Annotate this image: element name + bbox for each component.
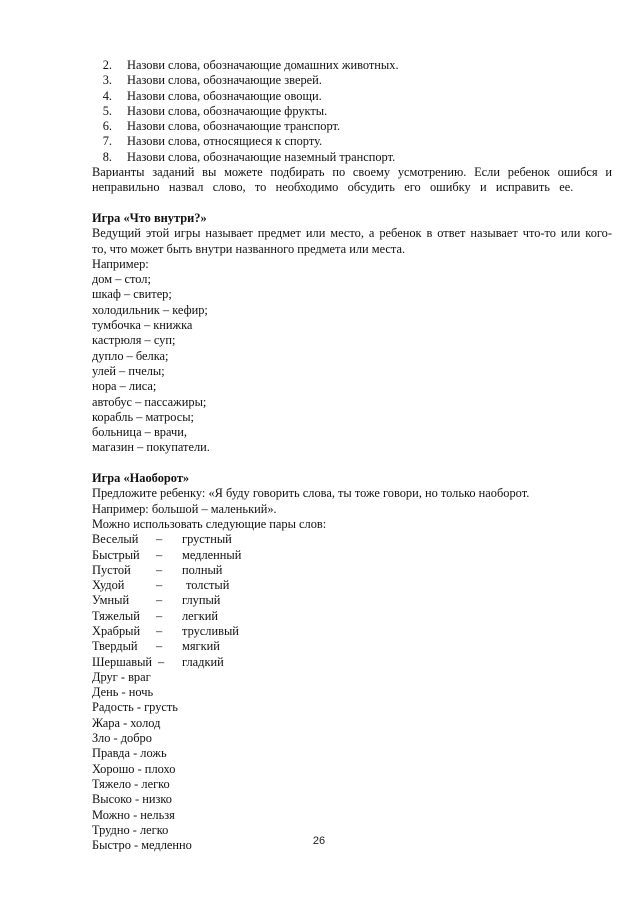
spacer xyxy=(92,456,612,471)
list-item: автобус – пассажиры; xyxy=(92,394,207,409)
table-row xyxy=(92,639,612,654)
list-item: дом – стол; xyxy=(92,272,151,287)
list-item xyxy=(92,134,612,149)
pair-opposite: гладкий xyxy=(182,654,224,669)
word-pairs-list xyxy=(92,670,612,854)
list-item: магазин – покупатели. xyxy=(92,440,210,455)
list-item: Трудно - легко xyxy=(92,822,169,837)
pair-word: Пустой xyxy=(92,562,131,577)
table-row xyxy=(92,548,612,563)
table-row xyxy=(92,609,612,624)
game1-intro-line-1: Ведущий этой игры называет предмет или место, а ребенок в ответ называет что-то или кого- xyxy=(92,226,612,241)
antonym-pairs-table xyxy=(92,532,612,670)
list-item: День - ночь xyxy=(92,685,154,700)
pair-dash: – xyxy=(158,654,165,669)
table-row xyxy=(92,655,612,670)
list-item-number: 5. xyxy=(102,103,112,118)
table-row xyxy=(92,578,612,593)
list-item-text: Назови слова, относящиеся к спорту. xyxy=(127,134,323,149)
task-list xyxy=(92,58,612,165)
list-item-number: 7. xyxy=(102,134,112,149)
list-item xyxy=(92,150,612,165)
game2-example: Например: большой – маленький». xyxy=(92,501,277,516)
variants-line-1: Варианты заданий вы можете подбирать по своему усмотрению. Если ребенок ошибся и xyxy=(92,165,612,180)
list-item: холодильник – кефир; xyxy=(92,302,208,317)
list-item: кастрюля – суп; xyxy=(92,333,176,348)
game1-title: Игра «Что внутри?» xyxy=(92,210,207,225)
pair-opposite: толстый xyxy=(186,578,230,593)
list-item xyxy=(92,89,612,104)
list-item-text: Назови слова, обозначающие фрукты. xyxy=(127,103,328,118)
list-item: Хорошо - плохо xyxy=(92,761,176,776)
game2-intro: Предложите ребенку: «Я буду говорить слова, ты тоже говори, но только наоборот. xyxy=(92,486,530,501)
game1-examples xyxy=(92,272,612,456)
pair-opposite: легкий xyxy=(182,608,219,623)
pair-word: Тяжелый xyxy=(92,608,140,623)
pair-opposite: мягкий xyxy=(182,639,220,654)
pair-dash: – xyxy=(156,532,163,547)
spacer xyxy=(92,196,612,211)
list-item-number: 3. xyxy=(102,73,112,88)
game2-pairs-label: Можно использовать следующие пары слов: xyxy=(92,516,327,531)
pair-dash: – xyxy=(156,623,163,638)
pair-opposite: медленный xyxy=(182,547,242,562)
list-item: Друг - враг xyxy=(92,669,151,684)
list-item: тумбочка – книжка xyxy=(92,318,193,333)
pair-word: Храбрый xyxy=(92,623,141,638)
list-item: Высоко - низко xyxy=(92,792,172,807)
pair-word: Твердый xyxy=(92,639,138,654)
list-item-text: Назови слова, обозначающие наземный транспорт. xyxy=(127,149,396,164)
list-item-number: 4. xyxy=(102,88,112,103)
pair-opposite: трусливый xyxy=(182,623,239,638)
list-item: Быстро - медленно xyxy=(92,838,192,853)
list-item: Зло - добро xyxy=(92,731,152,746)
game1-example-label: Например: xyxy=(92,256,149,271)
page-number: 26 xyxy=(312,835,326,847)
pair-opposite: полный xyxy=(182,562,223,577)
pair-word: Веселый xyxy=(92,532,139,547)
pair-dash: – xyxy=(156,562,163,577)
list-item: шкаф – свитер; xyxy=(92,287,172,302)
list-item-text: Назови слова, обозначающие зверей. xyxy=(127,73,322,88)
pair-dash: – xyxy=(156,593,163,608)
game1-intro-line-2: то, что может быть внутри названного предмета или места. xyxy=(92,241,406,256)
list-item: нора – лиса; xyxy=(92,379,157,394)
list-item: Можно - нельзя xyxy=(92,807,175,822)
list-item: больница – врачи, xyxy=(92,425,187,440)
list-item: дупло – белка; xyxy=(92,348,169,363)
page-content xyxy=(92,58,612,853)
list-item-text: Назови слова, обозначающие овощи. xyxy=(127,88,322,103)
list-item xyxy=(92,119,612,134)
list-item: Радость - грусть xyxy=(92,700,178,715)
pair-dash: – xyxy=(156,608,163,623)
list-item: улей – пчелы; xyxy=(92,363,165,378)
list-item xyxy=(92,73,612,88)
pair-dash: – xyxy=(156,578,163,593)
pair-opposite: глупый xyxy=(182,593,221,608)
list-item xyxy=(92,104,612,119)
pair-word: Быстрый xyxy=(92,547,140,562)
pair-word: Худой xyxy=(92,578,125,593)
table-row xyxy=(92,563,612,578)
pair-opposite: грустный xyxy=(182,532,232,547)
pair-dash: – xyxy=(156,639,163,654)
list-item xyxy=(92,58,612,73)
variants-line-2: неправильно назвал слово, то необходимо обсудить его ошибку и исправить ее. xyxy=(92,180,574,195)
pair-dash: – xyxy=(156,547,163,562)
game2-title: Игра «Наоборот» xyxy=(92,471,190,486)
pair-word: Умный xyxy=(92,593,130,608)
table-row xyxy=(92,532,612,547)
table-row xyxy=(92,624,612,639)
list-item-text: Назови слова, обозначающие домашних животных. xyxy=(127,58,399,72)
list-item-text: Назови слова, обозначающие транспорт. xyxy=(127,119,341,134)
list-item: Тяжело - легко xyxy=(92,776,170,791)
list-item: Жара - холод xyxy=(92,715,161,730)
list-item: корабль – матросы; xyxy=(92,409,194,424)
list-item-number: 8. xyxy=(102,149,112,164)
pair-word: Шершавый xyxy=(92,654,153,669)
list-item: Правда - ложь xyxy=(92,746,167,761)
table-row xyxy=(92,593,612,608)
list-item-number: 6. xyxy=(102,119,112,134)
list-item-number: 2. xyxy=(102,58,112,72)
